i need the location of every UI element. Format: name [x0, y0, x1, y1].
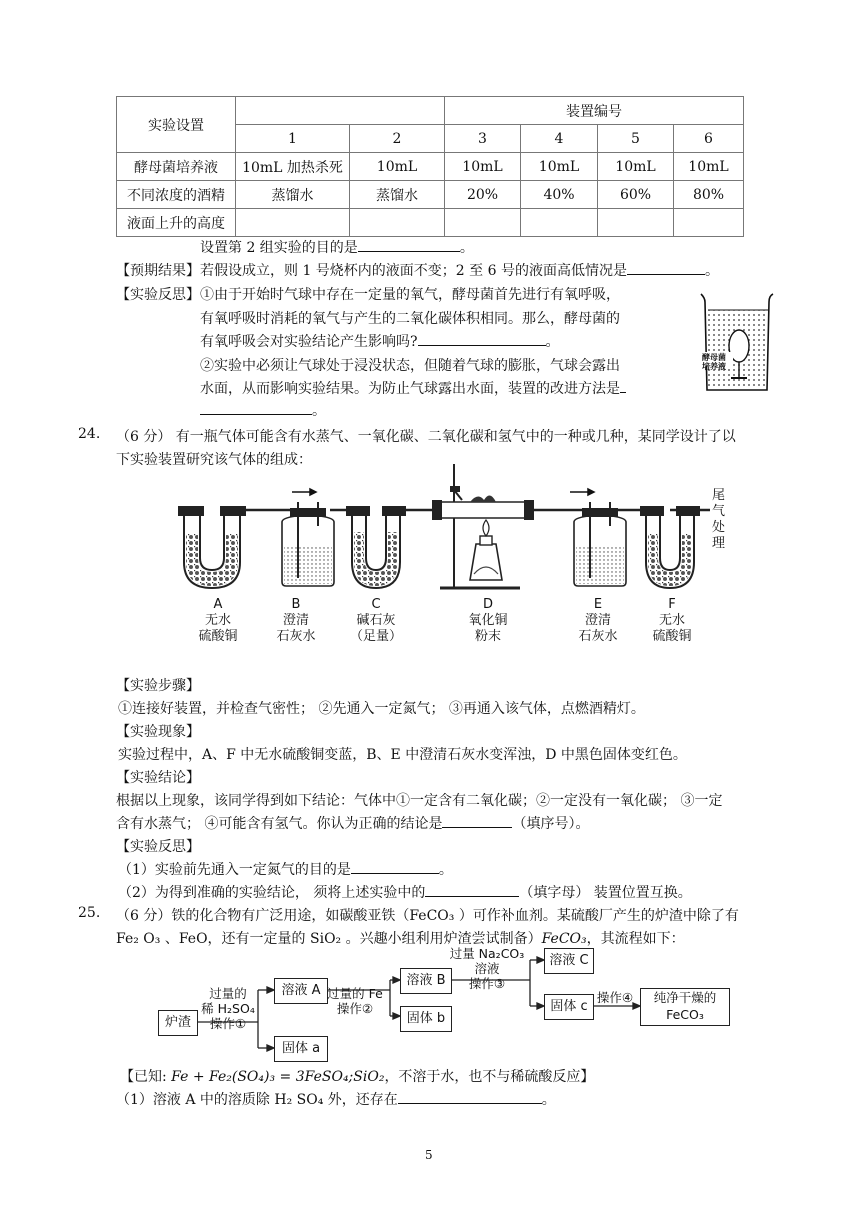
beaker-label: 酵母菌培养液: [702, 353, 726, 371]
q23-reflect-line: 有氧呼吸会对实验结论产生影响吗? 。: [200, 331, 560, 351]
table-cell: [236, 209, 350, 237]
q25-known: 【已知: Fe + Fe₂(SO₄)₃ = 3FeSO₄;SiO₂，不溶于水，也不与稀硫酸反应】: [120, 1069, 595, 1085]
table-cell: [674, 209, 744, 237]
question-number: 24.: [78, 426, 101, 442]
section-tag: 【实验步骤】: [116, 678, 200, 694]
device-label-e: E 澄清 石灰水: [578, 597, 618, 644]
answer-blank: [627, 260, 705, 275]
flow-label: 过量的 稀 H₂SO₄ 操作①: [201, 986, 255, 1031]
table-col-number: 2: [350, 125, 445, 153]
answer-blank: [425, 882, 519, 897]
flow-box-solution-b: 溶液 B: [400, 968, 452, 994]
table-cell: 10mL: [598, 153, 674, 181]
device-label-a: A 无水 硫酸铜: [198, 597, 238, 644]
device-label-d: D 氧化铜 粉末: [468, 597, 508, 644]
table-row-label: 不同浓度的酒精: [117, 181, 236, 209]
table-cell: 60%: [598, 181, 674, 209]
table-cell: 20%: [445, 181, 521, 209]
flow-label: 过量的 Fe 操作②: [327, 986, 383, 1016]
flow-box-solid-b: 固体 b: [400, 1006, 452, 1032]
table-cell: 蒸馏水: [236, 181, 350, 209]
table-row-label: 酵母菌培养液: [117, 153, 236, 181]
q24-phenomena: 实验过程中，A、F 中无水硫酸铜变蓝，B、E 中澄清石灰水变浑浊，D 中黑色固体变红色。: [118, 747, 687, 763]
q23-reflect-line: 有氧呼吸时消耗的氧气与产生的二氧化碳体积相同。那么，酵母菌的: [200, 311, 620, 327]
flow-box-product: 纯净干燥的 FeCO₃: [640, 988, 730, 1026]
q23-reflect-line: ②实验中必须让气球处于浸没状态，但随着气球的膨胀，气球会露出: [200, 358, 620, 374]
answer-blank: [442, 813, 512, 828]
flow-box-slag: 炉渣: [158, 1010, 198, 1036]
table-cell: [350, 209, 445, 237]
table-cell: 10mL 加热杀死: [236, 153, 350, 181]
flow-box-solution-a: 溶液 A: [274, 978, 328, 1004]
q23-reflect-line: 。: [200, 400, 326, 420]
q23-reflect-line: 水面，从而影响实验结果。为防止气球露出水面，装置的改进方法是: [200, 378, 626, 398]
table-cell: 40%: [521, 181, 598, 209]
beaker-illustration: [697, 288, 775, 398]
table-col-number: 5: [598, 125, 674, 153]
table-cell: 10mL: [521, 153, 598, 181]
flow-box-solid-a: 固体 a: [274, 1036, 328, 1062]
table-cell: 蒸馏水: [350, 181, 445, 209]
table-cell: [521, 209, 598, 237]
apparatus-diagram: [170, 462, 730, 592]
combustion-tube-d: [432, 464, 534, 588]
answer-blank: [398, 1089, 542, 1104]
table-col-number: 4: [521, 125, 598, 153]
q24-conclusion: 含有水蒸气； ④可能含有氢气。你认为正确的结论是 （填序号）。: [116, 813, 589, 833]
answer-blank: [351, 859, 439, 874]
q24-stem: 下实验装置研究该气体的组成：: [116, 452, 312, 468]
table-col-number: 3: [445, 125, 521, 153]
question-number: 25.: [78, 905, 101, 921]
answer-blank: [418, 331, 546, 346]
table-col-number: 1: [236, 125, 350, 153]
table-cell: 10mL: [350, 153, 445, 181]
q25-stem: （6 分）铁的化合物有广泛用途，如碳酸亚铁（FeCO₃ ）可作补血剂。某硫酸厂产生的炉渣中除了有: [116, 908, 739, 924]
device-label-b: B 澄清 石灰水: [276, 597, 316, 644]
answer-blank: [200, 400, 312, 415]
table-row: [117, 209, 744, 237]
section-tag: 【实验现象】: [116, 724, 200, 740]
answer-blank: [620, 378, 626, 393]
table-cell: 80%: [674, 181, 744, 209]
table-header-device: 装置编号: [445, 97, 744, 125]
bottle-e: [574, 502, 626, 586]
q24-conclusion: 根据以上现象，该同学得到如下结论：气体中①一定含有二氧化碳；②一定没有一氧化碳； ③一定: [116, 793, 723, 809]
table-cell: 10mL: [674, 153, 744, 181]
flow-box-solution-c: 溶液 C: [544, 948, 594, 974]
table-row: [117, 153, 744, 181]
flow-label: 操作④: [596, 990, 634, 1005]
table-cell: [598, 209, 674, 237]
q23-expected: 【预期结果】若假设成立，则 1 号烧杯内的液面不变；2 至 6 号的液面高低情况是 。: [116, 260, 719, 280]
table-row-label: 液面上升的高度: [117, 209, 236, 237]
table-cell: 10mL: [445, 153, 521, 181]
q24-steps: ①连接好装置，并检查气密性； ②先通入一定氮气； ③再通入该气体，点燃酒精灯。: [118, 701, 645, 717]
section-tag: 【实验反思】: [116, 839, 200, 855]
table-header-setup: 实验设置: [117, 97, 236, 153]
table-col-number: 6: [674, 125, 744, 153]
table-row: [117, 181, 744, 209]
device-label-f: F 无水 硫酸铜: [652, 597, 692, 644]
page-number: 5: [425, 1148, 433, 1162]
flow-label: 过量 Na₂CO₃ 溶液 操作③: [449, 946, 525, 991]
experiment-table: [116, 96, 744, 237]
device-label-c: C 碱石灰 （足量）: [349, 597, 402, 644]
q23-reflect-line: ①由于开始时气球中存在一定量的氧气，酵母菌首先进行有氧呼吸，: [200, 287, 620, 303]
answer-blank: [358, 237, 460, 252]
q24-reflect: （2）为得到准确的实验结论， 须将上述实验中的 （填字母） 装置位置互换。: [118, 882, 692, 902]
bottle-b: [282, 502, 334, 586]
u-tube-a: [178, 506, 246, 588]
tail-gas-label: 尾气处理: [712, 488, 726, 551]
q24-reflect: （1）实验前先通入一定氮气的目的是 。: [118, 859, 453, 879]
section-tag: 【实验结论】: [116, 770, 200, 786]
u-tube-c: [346, 506, 406, 588]
q25-sub1: （1）溶液 A 中的溶质除 H₂ SO₄ 外，还存在 。: [116, 1089, 556, 1109]
u-tube-f: [640, 506, 700, 588]
q24-stem: （6 分） 有一瓶气体可能含有水蒸气、一氧化碳、二氧化碳和氢气中的一种或几种，某同学设计了以: [116, 429, 736, 445]
q25-stem: Fe₂ O₃ 、FeO，还有一定量的 SiO₂ 。兴趣小组利用炉渣尝试制备）FeCO₃，其流程如下：: [116, 931, 685, 947]
q23-purpose: 设置第 2 组实验的目的是 。: [200, 237, 474, 257]
table-cell: [445, 209, 521, 237]
flow-box-solid-c: 固体 c: [544, 994, 594, 1020]
q23-reflect-tag: 【实验反思】: [116, 287, 200, 303]
